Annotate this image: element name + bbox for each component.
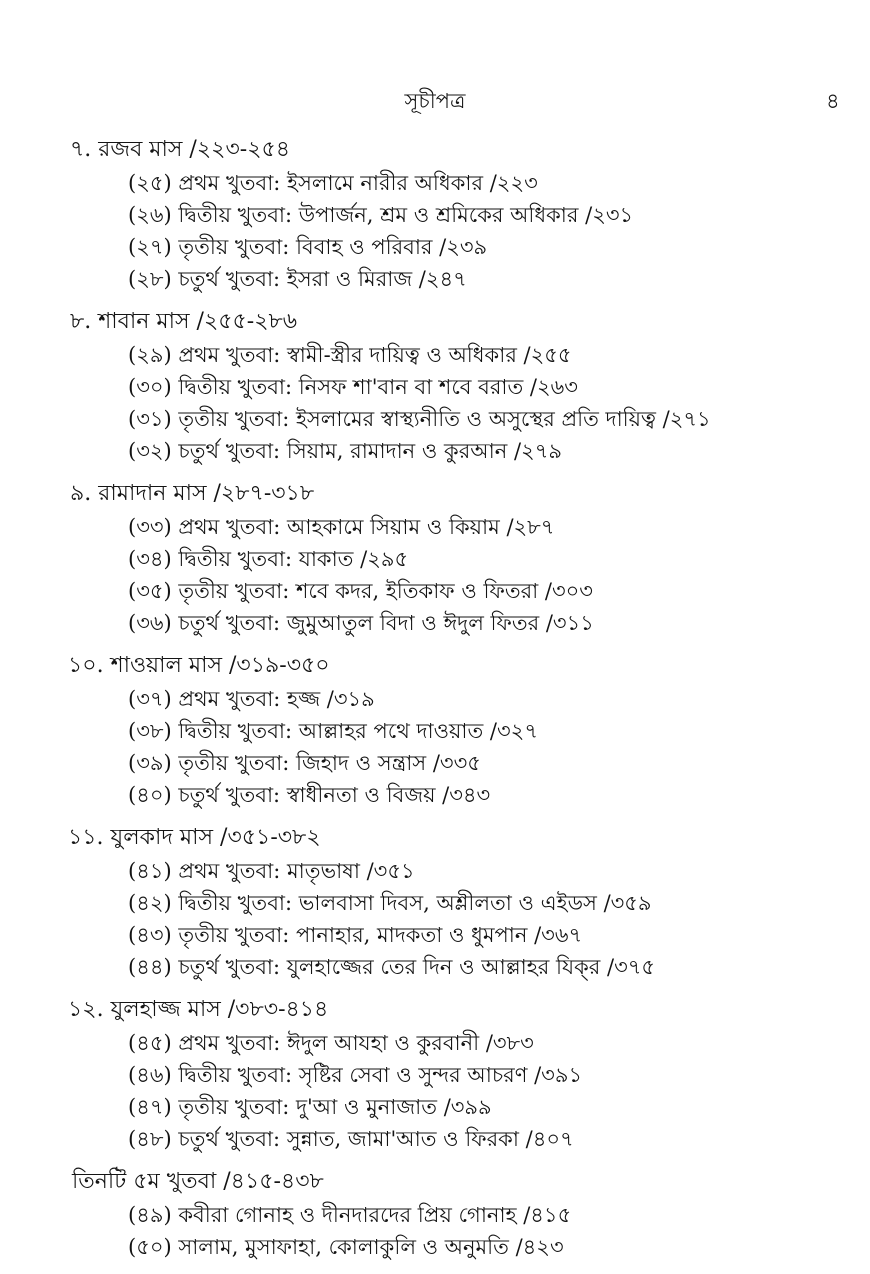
section-heading: ১০. শাওয়াল মাস /৩১৯-৩৫০	[68, 653, 330, 678]
page-title: সূচীপত্র	[404, 89, 466, 113]
toc-entry: (৪১) প্রথম খুতবা: মাতৃভাষা /৩৫১	[128, 859, 415, 883]
toc-entry: (২৬) দ্বিতীয় খুতবা: উপার্জন, শ্রম ও শ্রমিকের অধিকার /২৩১	[128, 203, 634, 227]
toc-entry: (৪২) দ্বিতীয় খুতবা: ভালবাসা দিবস, অশ্লীলতা ও এইডস /৩৫৯	[128, 891, 652, 915]
toc-section-rajab	[0, 134, 870, 295]
toc-entry: (৩৪) দ্বিতীয় খুতবা: যাকাত /২৯৫	[128, 547, 409, 571]
toc-entry: (৪৪) চতুর্থ খুতবা: যুলহাজ্জের তের দিন ও আল্লাহর যিক্‌র /৩৭৫	[128, 955, 656, 979]
toc-entry: (৩১) তৃতীয় খুতবা: ইসলামের স্বাস্থ্যনীতি ও অসুস্থের প্রতি দায়িত্ব /২৭১	[128, 407, 711, 431]
table-of-contents	[0, 134, 870, 1274]
toc-entry: (৩০) দ্বিতীয় খুতবা: নিসফ শা'বান বা শবে বরাত /২৬৩	[128, 375, 578, 399]
section-heading: ৭. রজব মাস /২২৩-২৫৪	[70, 137, 291, 162]
page-number: ৪	[826, 89, 840, 113]
toc-section-ramadan	[0, 478, 870, 639]
toc-section-dhulhijjah	[0, 994, 870, 1155]
toc-entry: (৪৩) তৃতীয় খুতবা: পানাহার, মাদকতা ও ধুমপান /৩৬৭	[128, 923, 583, 947]
toc-entry: (৩৩) প্রথম খুতবা: আহকামে সিয়াম ও কিয়াম /২৮৭	[128, 515, 555, 539]
toc-section-shawwal	[0, 650, 870, 811]
toc-entry: (৩৮) দ্বিতীয় খুতবা: আল্লাহর পথে দাওয়াত /৩২৭	[128, 719, 538, 743]
toc-entry: (৩৯) তৃতীয় খুতবা: জিহাদ ও সন্ত্রাস /৩৩৫	[128, 751, 481, 775]
toc-entry: (৩৬) চতুর্থ খুতবা: জুমুআতুল বিদা ও ঈদুল ফিতর /৩১১	[128, 611, 594, 635]
toc-entry: (২৯) প্রথম খুতবা: স্বামী-স্ত্রীর দায়িত্ব ও অধিকার /২৫৫	[128, 343, 572, 367]
toc-entry: (৩২) চতুর্থ খুতবা: সিয়াম, রামাদান ও কুরআন /২৭৯	[128, 439, 562, 463]
toc-entry: (৪৭) তৃতীয় খুতবা: দু'আ ও মুনাজাত /৩৯৯	[128, 1095, 492, 1119]
toc-entry: (৪৫) প্রথম খুতবা: ঈদুল আযহা ও কুরবানী /৩৮৩	[128, 1031, 534, 1055]
section-heading: ১১. যুলকাদ মাস /৩৫১-৩৮২	[68, 825, 321, 850]
toc-entry: (৪০) চতুর্থ খুতবা: স্বাধীনতা ও বিজয় /৩৪৩	[128, 783, 491, 807]
toc-entry: (৩৫) তৃতীয় খুতবা: শবে কদর, ইতিকাফ ও ফিতরা /৩০৩	[128, 579, 593, 603]
toc-entry: (২৮) চতুর্থ খুতবা: ইসরা ও মিরাজ /২৪৭	[128, 267, 467, 291]
toc-entry: (৫০) সালাম, মুসাফাহা, কোলাকুলি ও অনুমতি /৪২৩	[128, 1235, 564, 1259]
toc-entry: (২৫) প্রথম খুতবা: ইসলামে নারীর অধিকার /২২৩	[128, 171, 538, 195]
section-heading: তিনটি ৫ম খুতবা /৪১৫-৪৩৮	[72, 1169, 324, 1194]
toc-entry: (৪৬) দ্বিতীয় খুতবা: সৃষ্টির সেবা ও সুন্দর আচরণ /৩৯১	[128, 1063, 583, 1087]
toc-entry: (২৭) তৃতীয় খুতবা: বিবাহ ও পরিবার /২৩৯	[128, 235, 488, 259]
section-heading: ৮. শাবান মাস /২৫৫-২৮৬	[70, 309, 298, 334]
toc-entry: (৩৭) প্রথম খুতবা: হজ্জ /৩১৯	[128, 687, 375, 711]
toc-section-shaban	[0, 306, 870, 467]
section-heading: ৯. রামাদান মাস /২৮৭-৩১৮	[70, 481, 315, 506]
toc-section-fifth-khutbas	[0, 1166, 870, 1263]
toc-section-dhulqadah	[0, 822, 870, 983]
section-heading: ১২. যুলহাজ্জ মাস /৩৮৩-৪১৪	[68, 997, 329, 1022]
toc-entry: (৪৮) চতুর্থ খুতবা: সুন্নাত, জামা'আত ও ফিরকা /৪০৭	[128, 1127, 574, 1151]
toc-entry: (৪৯) কবীরা গোনাহ ও দীনদারদের প্রিয় গোনাহ /৪১৫	[128, 1203, 572, 1227]
